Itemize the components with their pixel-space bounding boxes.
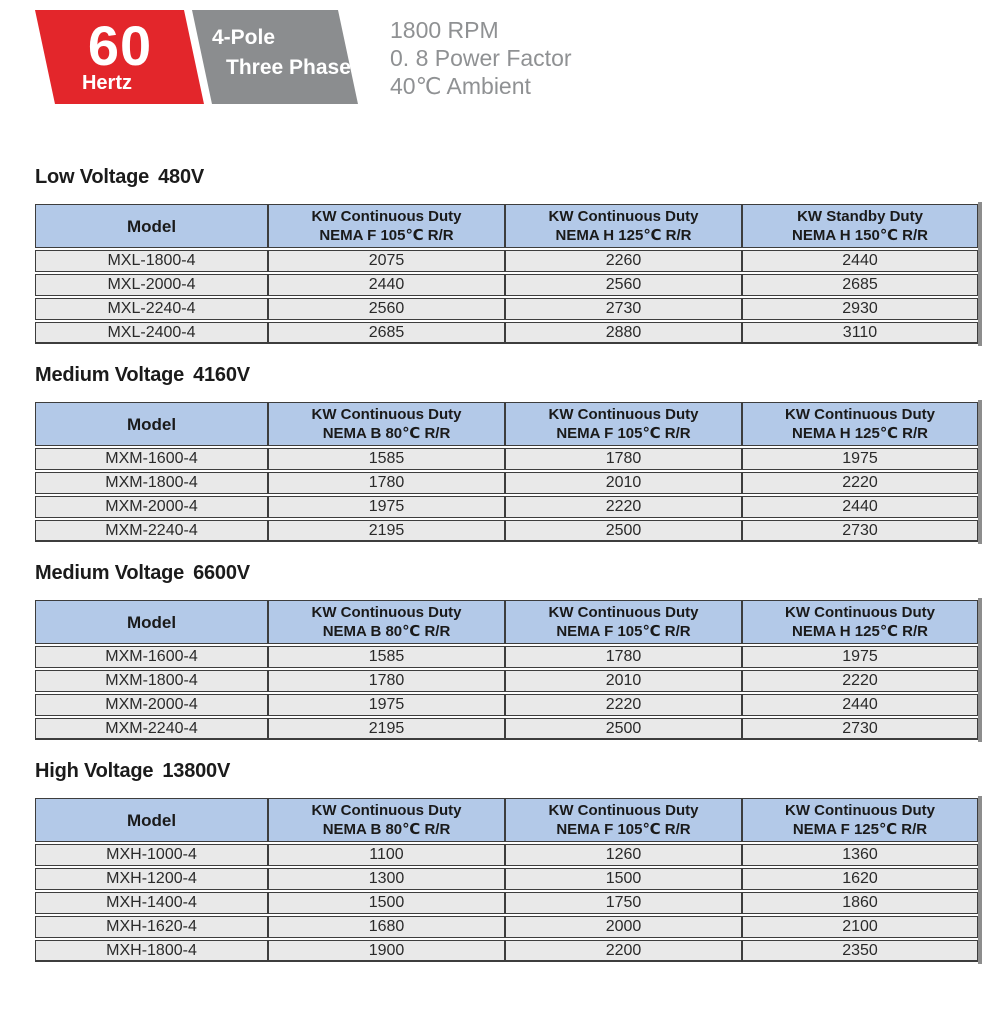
table-row bbox=[35, 694, 978, 716]
kw-value-cell: 1680 bbox=[268, 916, 505, 938]
ambient-spec: 40℃ Ambient bbox=[390, 73, 531, 99]
model-cell: MXM-2240-4 bbox=[35, 520, 268, 542]
model-column-header: Model bbox=[35, 204, 268, 248]
kw-value-cell: 3110 bbox=[742, 322, 978, 344]
kw-value-cell: 2075 bbox=[268, 250, 505, 272]
table-row bbox=[35, 868, 978, 890]
kw-column-header: KW Continuous Duty NEMA F 105℃ R/R bbox=[268, 204, 505, 248]
kw-column-header: KW Continuous Duty NEMA F 105℃ R/R bbox=[505, 402, 742, 446]
kw-value-cell: 2260 bbox=[505, 250, 742, 272]
section-title bbox=[35, 760, 1005, 783]
model-cell: MXM-1600-4 bbox=[35, 646, 268, 668]
table-header-row bbox=[35, 402, 978, 446]
model-cell: MXM-2000-4 bbox=[35, 694, 268, 716]
model-cell: MXL-2240-4 bbox=[35, 298, 268, 320]
kw-column-header: KW Continuous Duty NEMA F 125℃ R/R bbox=[742, 798, 978, 842]
kw-value-cell: 1300 bbox=[268, 868, 505, 890]
section-title-text: Low Voltage bbox=[35, 166, 150, 188]
spec-table-wrap bbox=[35, 400, 982, 544]
model-cell: MXH-1620-4 bbox=[35, 916, 268, 938]
kw-value-cell: 1100 bbox=[268, 844, 505, 866]
kw-value-cell: 2440 bbox=[742, 250, 978, 272]
model-cell: MXL-2400-4 bbox=[35, 322, 268, 344]
rpm-spec: 1800 RPM bbox=[390, 17, 499, 43]
kw-value-cell: 2730 bbox=[505, 298, 742, 320]
kw-value-cell: 1975 bbox=[268, 694, 505, 716]
kw-value-cell: 2220 bbox=[505, 496, 742, 518]
table-row bbox=[35, 670, 978, 692]
spec-table bbox=[35, 202, 978, 346]
kw-value-cell: 1975 bbox=[742, 448, 978, 470]
kw-value-cell: 1780 bbox=[268, 670, 505, 692]
kw-value-cell: 2560 bbox=[505, 274, 742, 296]
power-factor-spec: 0. 8 Power Factor bbox=[390, 45, 572, 71]
kw-value-cell: 2100 bbox=[742, 916, 978, 938]
model-cell: MXM-1600-4 bbox=[35, 448, 268, 470]
table-header-row bbox=[35, 600, 978, 644]
section-title bbox=[35, 166, 1005, 189]
kw-value-cell: 2220 bbox=[742, 472, 978, 494]
model-cell: MXH-1200-4 bbox=[35, 868, 268, 890]
section-title bbox=[35, 364, 1005, 387]
model-cell: MXL-2000-4 bbox=[35, 274, 268, 296]
phase-label: Three Phase bbox=[226, 56, 351, 79]
kw-column-header: KW Continuous Duty NEMA B 80℃ R/R bbox=[268, 798, 505, 842]
kw-value-cell: 1780 bbox=[505, 646, 742, 668]
model-cell: MXH-1400-4 bbox=[35, 892, 268, 914]
kw-column-header: KW Continuous Duty NEMA H 125℃ R/R bbox=[742, 600, 978, 644]
kw-value-cell: 2880 bbox=[505, 322, 742, 344]
banner bbox=[0, 0, 1005, 104]
hertz-value: 60 bbox=[87, 14, 153, 77]
kw-value-cell: 2685 bbox=[268, 322, 505, 344]
section-voltage: 480V bbox=[158, 166, 205, 188]
kw-value-cell: 2930 bbox=[742, 298, 978, 320]
model-cell: MXL-1800-4 bbox=[35, 250, 268, 272]
section-voltage: 4160V bbox=[193, 364, 250, 386]
kw-column-header: KW Continuous Duty NEMA F 105℃ R/R bbox=[505, 600, 742, 644]
kw-value-cell: 1860 bbox=[742, 892, 978, 914]
section-title-text: High Voltage bbox=[35, 760, 154, 782]
spec-section bbox=[0, 760, 1005, 964]
kw-value-cell: 1260 bbox=[505, 844, 742, 866]
kw-value-cell: 2560 bbox=[268, 298, 505, 320]
kw-value-cell: 2440 bbox=[742, 496, 978, 518]
kw-value-cell: 2200 bbox=[505, 940, 742, 962]
section-voltage: 6600V bbox=[193, 562, 250, 584]
tables bbox=[0, 166, 1005, 964]
kw-value-cell: 1500 bbox=[268, 892, 505, 914]
kw-column-header: KW Continuous Duty NEMA B 80℃ R/R bbox=[268, 402, 505, 446]
kw-value-cell: 1975 bbox=[742, 646, 978, 668]
kw-value-cell: 2440 bbox=[742, 694, 978, 716]
table-row bbox=[35, 718, 978, 740]
kw-value-cell: 2500 bbox=[505, 520, 742, 542]
table-row bbox=[35, 298, 978, 320]
section-title-text: Medium Voltage bbox=[35, 562, 185, 584]
model-cell: MXM-1800-4 bbox=[35, 472, 268, 494]
kw-value-cell: 1620 bbox=[742, 868, 978, 890]
section-title-text: Medium Voltage bbox=[35, 364, 185, 386]
kw-value-cell: 2500 bbox=[505, 718, 742, 740]
table-header-row bbox=[35, 204, 978, 248]
kw-value-cell: 1780 bbox=[268, 472, 505, 494]
pole-label: 4-Pole bbox=[212, 26, 276, 49]
table-row bbox=[35, 448, 978, 470]
model-cell: MXM-2000-4 bbox=[35, 496, 268, 518]
table-header-row bbox=[35, 798, 978, 842]
kw-value-cell: 2685 bbox=[742, 274, 978, 296]
model-column-header: Model bbox=[35, 600, 268, 644]
kw-value-cell: 1750 bbox=[505, 892, 742, 914]
table-row bbox=[35, 940, 978, 962]
kw-value-cell: 2010 bbox=[505, 472, 742, 494]
kw-column-header: KW Continuous Duty NEMA F 105℃ R/R bbox=[505, 798, 742, 842]
model-cell: MXM-1800-4 bbox=[35, 670, 268, 692]
table-row bbox=[35, 472, 978, 494]
spec-section bbox=[0, 166, 1005, 346]
model-cell: MXH-1000-4 bbox=[35, 844, 268, 866]
kw-value-cell: 1900 bbox=[268, 940, 505, 962]
kw-value-cell: 2195 bbox=[268, 718, 505, 740]
table-row bbox=[35, 892, 978, 914]
table-row bbox=[35, 646, 978, 668]
kw-value-cell: 1780 bbox=[505, 448, 742, 470]
kw-value-cell: 2220 bbox=[742, 670, 978, 692]
kw-value-cell: 2220 bbox=[505, 694, 742, 716]
kw-column-header: KW Continuous Duty NEMA H 125℃ R/R bbox=[742, 402, 978, 446]
kw-value-cell: 1500 bbox=[505, 868, 742, 890]
model-cell: MXH-1800-4 bbox=[35, 940, 268, 962]
kw-value-cell: 2010 bbox=[505, 670, 742, 692]
kw-value-cell: 1585 bbox=[268, 448, 505, 470]
kw-value-cell: 2195 bbox=[268, 520, 505, 542]
spec-section bbox=[0, 562, 1005, 742]
spec-section bbox=[0, 364, 1005, 544]
kw-value-cell: 2350 bbox=[742, 940, 978, 962]
spec-lines bbox=[390, 16, 572, 100]
table-row bbox=[35, 520, 978, 542]
section-title bbox=[35, 562, 1005, 585]
spec-table bbox=[35, 400, 978, 544]
kw-column-header: KW Continuous Duty NEMA B 80℃ R/R bbox=[268, 600, 505, 644]
kw-value-cell: 1585 bbox=[268, 646, 505, 668]
kw-value-cell: 1360 bbox=[742, 844, 978, 866]
table-row bbox=[35, 274, 978, 296]
model-column-header: Model bbox=[35, 798, 268, 842]
table-row bbox=[35, 322, 978, 344]
table-row bbox=[35, 250, 978, 272]
model-column-header: Model bbox=[35, 402, 268, 446]
kw-column-header: KW Standby Duty NEMA H 150℃ R/R bbox=[742, 204, 978, 248]
kw-value-cell: 2000 bbox=[505, 916, 742, 938]
kw-value-cell: 1975 bbox=[268, 496, 505, 518]
spec-table bbox=[35, 598, 978, 742]
hertz-unit: Hertz bbox=[81, 72, 132, 94]
model-cell: MXM-2240-4 bbox=[35, 718, 268, 740]
spec-table-wrap bbox=[35, 202, 982, 346]
kw-value-cell: 2730 bbox=[742, 520, 978, 542]
table-row bbox=[35, 916, 978, 938]
spec-table-wrap bbox=[35, 796, 982, 964]
spec-table-wrap bbox=[35, 598, 982, 742]
kw-value-cell: 2440 bbox=[268, 274, 505, 296]
spec-table bbox=[35, 796, 978, 964]
kw-column-header: KW Continuous Duty NEMA H 125℃ R/R bbox=[505, 204, 742, 248]
section-voltage: 13800V bbox=[162, 760, 231, 782]
table-row bbox=[35, 496, 978, 518]
table-row bbox=[35, 844, 978, 866]
kw-value-cell: 2730 bbox=[742, 718, 978, 740]
